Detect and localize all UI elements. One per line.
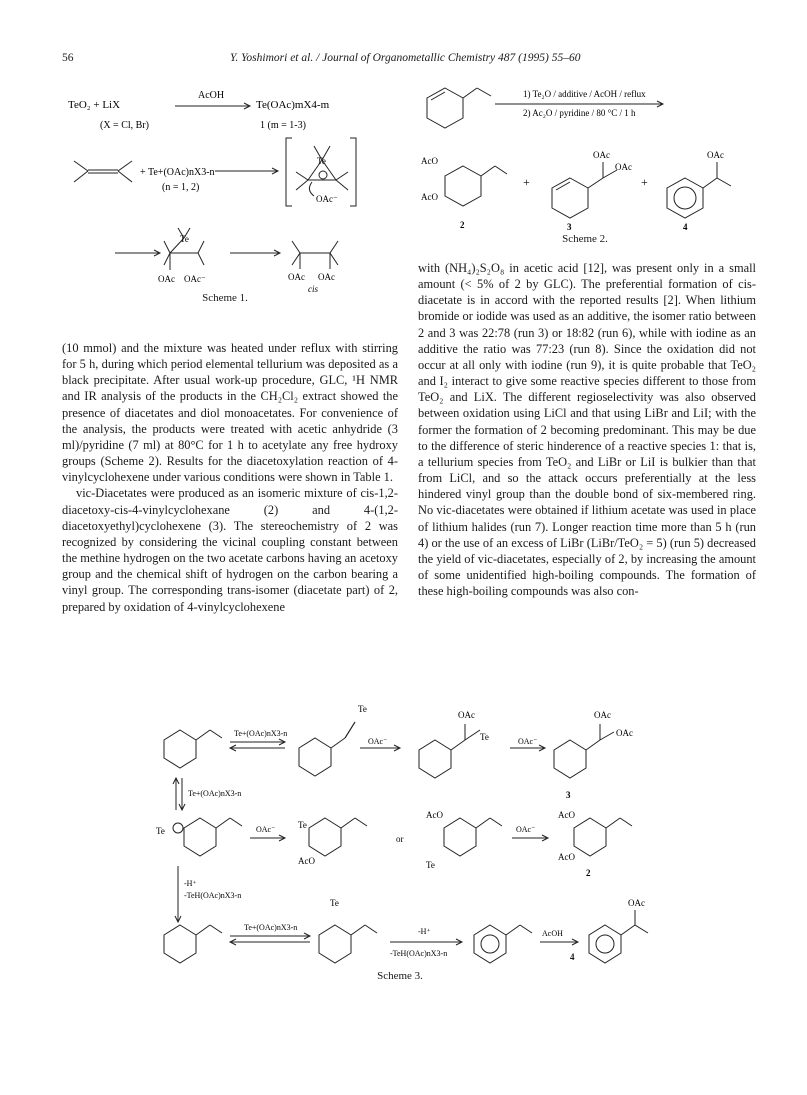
right-paragraph-1: with (NH₄)₂S₂O₈ in acetic acid [12], was present only in a small amount (< 5% of 2 by GLC). The preferential formation of cis-diacetate is in accord with the reported results [2]. When lithium bromide or iodide was used as an additive, the isomer ratio between 2 and 3 was 22:78 (run 3) or 18:82 (run 6), while with iodine as an additive the ratio was 77:23 (run 8). Since the oxidation did not occur at all only with iodine (run 9), it is quite probable that TeO₂ and I₂ interact to give some reactive species different to those from TeO₂ and LiX. The different regioselectivity was also observed between oxidation using LiCl and that using LiBr and LiI; with the former the formation of 2 becoming predominant. This may be due to the difference of steric hinderence of a reactive species 1: that is, a tellurium species from TeO₂ and LiBr or LiI is bulkier than that from LiCl, and so the attack occurs preferentially at the less hindered vinyl group than the double bond of six-membered ring. No vic-diacetates were obtained if lithium acetate was used in place of lithium halides (run 7). Longer reaction time more than 5 h (run 4) or the use of an excess of LiBr (LiBr/TeO₂ = 5) (run 5) decreased the yield of vic-diacetates, especially of 2, by increasing the amount of some unidentified high-boiling compounds. The formation of these high-boiling compounds was also con-: [418, 261, 756, 599]
scheme3-minus-te-1: -TeH(OAc)nX3-n: [184, 891, 242, 900]
scheme3-minus-h-2: -H⁺: [418, 927, 431, 936]
scheme2-oac-1: OAc: [593, 150, 610, 160]
scheme3-oacm-3: OAc⁻: [256, 825, 276, 834]
scheme3-minus-te-2: -TeH(OAc)nX3-n: [390, 949, 448, 958]
scheme3-num2: 2: [586, 868, 591, 878]
scheme-1-caption: Scheme 1.: [202, 292, 248, 304]
page-number: 56: [62, 52, 74, 64]
scheme3-aco-1: AcO: [298, 856, 315, 866]
scheme2-cond2: 2) Ac₂O / pyridine / 80 °C / 1 h: [523, 108, 636, 118]
scheme3-te-4: Te: [298, 820, 307, 830]
scheme3-oac-4: OAc: [628, 898, 645, 908]
scheme3-oac-1: OAc: [458, 710, 475, 720]
scheme1-oac-minus-2: OAc⁻: [184, 274, 206, 284]
scheme2-aco-1: AcO: [421, 156, 438, 166]
scheme3-aco-4: AcO: [558, 852, 575, 862]
scheme1-reagent: + Te+(OAc)nX3-n: [140, 167, 215, 178]
scheme3-oacm-4: OAc⁻: [516, 825, 536, 834]
scheme2-oac-2: OAc: [615, 162, 632, 172]
scheme3-oacm-1: OAc⁻: [368, 737, 388, 746]
scheme3-te-3: Te: [156, 826, 165, 836]
scheme1-te-label: Te: [317, 156, 326, 166]
scheme1-oac-minus: OAc⁻: [316, 194, 338, 204]
scheme2-num2: 2: [460, 220, 465, 230]
scheme2-oac-3: OAc: [707, 150, 724, 160]
scheme2-num4: 4: [683, 222, 688, 232]
journal-citation: Y. Yoshimori et al. / Journal of Organometallic Chemistry 487 (1995) 55–60: [230, 52, 581, 64]
scheme3-aco-2: AcO: [426, 810, 443, 820]
left-paragraph-1: (10 mmol) and the mixture was heated under reflux with stirring for 5 h, during which period elemental tellurium was deposited as a black precipitate. After usual work-up procedure, GLC, ¹H NMR and IR analysis of the products in the CH₂Cl₂ extract showed the presence of diacetates and diol monoacetates. For convenience of the analysis, the products were treated with acetic anhydride (3 ml)/pyridine (7 ml) at 80°C for 1 h to acetylate any free hydroxy groups (Scheme 2). Results for the diacetoxylation reaction of 4-vinylcyclohexene under various conditions were shown in Table 1.: [62, 341, 398, 485]
scheme1-cond-n: (n = 1, 2): [162, 182, 200, 193]
scheme3-oacm-2: OAc⁻: [518, 737, 538, 746]
scheme3-te-2: Te: [480, 732, 489, 742]
scheme3-num4: 4: [570, 952, 575, 962]
right-column-text: [418, 260, 756, 599]
left-paragraph-2: vic-Diacetates were produced as an isomeric mixture of cis-1,2-diacetoxy-cis-4-vinylcyclohexane (2) and 4-(1,2-diacetoxyethyl)cyclohexene (3). The stereochemistry of 2 was recognized by considering the vicinal coupling constant between the methine hydrogen on the two acetate carbons having an acetoxy group and the chemical shift of hydrogen on the carbon bearing a vinyl group. The corresponding trans-isomer (diacetate part) of 2, prepared by oxidation of 4-vinylcyclohexene: [62, 486, 398, 614]
scheme3-reagent-1: Te+(OAc)nX3-n: [234, 729, 288, 738]
left-column-text: [62, 340, 398, 615]
scheme-2-caption: Scheme 2.: [562, 233, 608, 245]
scheme1-oac: OAc: [158, 274, 175, 284]
scheme1-oac-b: OAc: [318, 272, 335, 282]
scheme1-cond-m: 1 (m = 1-3): [260, 120, 306, 131]
scheme1-cis: cis: [308, 284, 318, 294]
scheme2-plus-1: +: [523, 175, 530, 189]
scheme-3-caption: Scheme 3.: [377, 970, 423, 982]
scheme1-oac-a: OAc: [288, 272, 305, 282]
scheme3-oac-3: OAc: [616, 728, 633, 738]
scheme2-cond1: 1) Te₂O / additive / AcOH / reflux: [523, 89, 646, 99]
scheme-3-figure: [150, 700, 670, 970]
scheme1-cond-x: (X = Cl, Br): [100, 120, 149, 131]
scheme3-te-5: Te: [426, 860, 435, 870]
scheme1-product: Te(OAc)mX4-m: [256, 99, 330, 111]
scheme1-te-label-2: Te: [180, 234, 189, 244]
scheme-1-figure: [60, 78, 390, 308]
scheme3-oac-2: OAc: [594, 710, 611, 720]
scheme3-te-1: Te: [358, 704, 367, 714]
scheme2-num3: 3: [567, 222, 572, 232]
scheme3-reagent-3: Te+(OAc)nX3-n: [244, 923, 298, 932]
scheme-2-figure: [415, 78, 755, 238]
scheme3-acoh: AcOH: [542, 929, 563, 938]
scheme3-num3: 3: [566, 790, 571, 800]
scheme2-aco-2: AcO: [421, 192, 438, 202]
scheme3-reagent-2: Te+(OAc)nX3-n: [188, 789, 242, 798]
scheme3-te-6: Te: [330, 898, 339, 908]
scheme3-minus-h-1: -H⁺: [184, 879, 197, 888]
scheme2-plus-2: +: [641, 175, 648, 189]
scheme3-aco-3: AcO: [558, 810, 575, 820]
scheme3-or: or: [396, 834, 404, 844]
scheme1-arrow-label: AcOH: [198, 90, 225, 101]
scheme1-reactants: TeO₂ + LiX: [68, 99, 121, 111]
